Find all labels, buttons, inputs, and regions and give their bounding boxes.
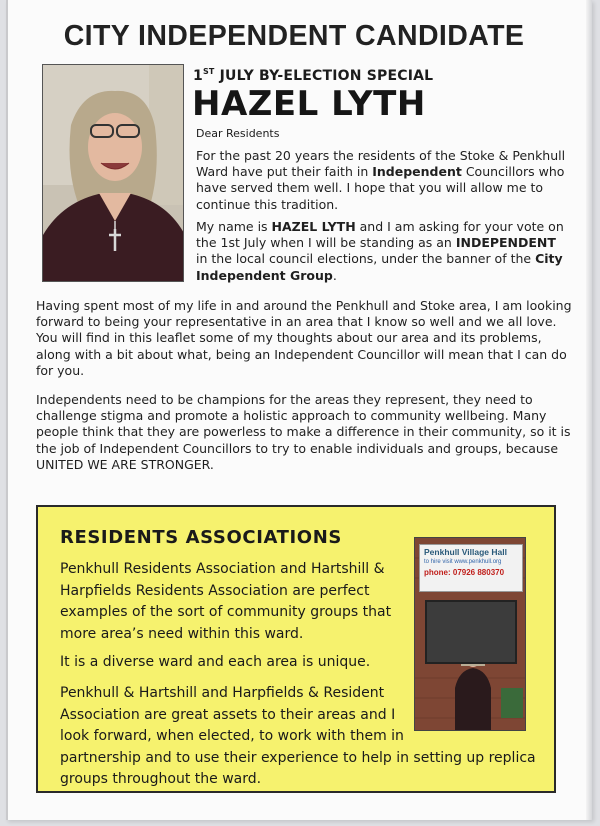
candidate-portrait-photo [42, 64, 184, 282]
p1-text-c: Councillors who have served them well. I hope that you will allow me to continue this tradition. [196, 164, 565, 212]
hall-sign-website: to hire visit www.penkhull.org [424, 559, 502, 565]
p2-text-g: . [332, 267, 337, 283]
intro-paragraph-vote [196, 219, 566, 284]
subhead-ordinal: ST [202, 67, 215, 76]
partnership-line-5: groups throughout the ward. [60, 771, 262, 787]
village-hall-photo [414, 537, 526, 731]
p2-bold-independent: INDEPENDENT [455, 235, 556, 251]
leaflet-page [6, 0, 592, 820]
intro-paragraph-tradition [196, 148, 566, 213]
candidate-name: HAZEL LYTH [192, 84, 426, 124]
p1-bold-independent: Independent [372, 164, 462, 180]
residents-paragraph-examples: Penkhull Residents Association and Hartshill & Harpfields Residents Association are perfect examples of the sort of community groups that more area’s need within this ward. [60, 561, 392, 642]
p2-bold-group: City Independent Group [196, 251, 563, 283]
partnership-line-4: partnership and to use their experience to help in setting up replica [60, 749, 536, 766]
by-election-subheading [193, 67, 433, 84]
body-paragraph-independents: Independents need to be champions for the areas they represent, they need to challenge stigma and promote a holistic approach to community wellbeing. Many people think that they are powerless to make a difference in their community, so it is the job of Independent Councillors to try to enable individuals and groups, because UNITED WE ARE STRONGER. [36, 392, 571, 472]
salutation: Dear Residents [196, 127, 280, 140]
subhead-day: 1 [193, 68, 203, 84]
page-title: CITY INDEPENDENT CANDIDATE [63, 20, 525, 52]
body-paragraph-area: Having spent most of my life in and around the Penkhull and Stoke area, I am looking forward to being your representative in an area that I know so well and we all love. You will find in this leaflet some of my thoughts about our area and its problems, along with a bit about what, being an Independent Councillor will mean that I can do for you. [36, 298, 572, 378]
subhead-text: JULY BY-ELECTION SPECIAL [214, 68, 434, 84]
partnership-line-3: look forward, when elected, to work with them in [60, 728, 404, 744]
page-edge-shadow-right [586, 0, 592, 820]
hall-sign-phone: phone: 07926 880370 [424, 568, 505, 577]
p2-bold-name: HAZEL LYTH [271, 219, 356, 234]
candidate-portrait-image [43, 65, 184, 282]
page-edge-shadow [6, 0, 8, 820]
noticeboard [425, 600, 517, 664]
village-hall-sign [419, 544, 523, 592]
p2-text-a: My name is [196, 219, 272, 234]
partnership-line-1: Penkhull & Hartshill and Harpfields & Resident [60, 685, 385, 701]
hall-sign-title: Penkhull Village Hall [424, 547, 507, 557]
residents-associations-box [36, 505, 556, 793]
p2-text-e: in the local council elections, under the banner of the [196, 251, 536, 267]
p2-text-c: and I am asking for your vote on the 1st July when I will be standing as an [196, 219, 564, 251]
residents-associations-heading: RESIDENTS ASSOCIATIONS [60, 527, 342, 548]
partnership-line-2: Association are great assets to their areas and I [60, 706, 396, 723]
residents-paragraph-diverse: It is a diverse ward and each area is unique. [60, 654, 371, 670]
p1-text-a: For the past 20 years the residents of the Stoke & Penkhull Ward have put their faith in [196, 148, 566, 180]
